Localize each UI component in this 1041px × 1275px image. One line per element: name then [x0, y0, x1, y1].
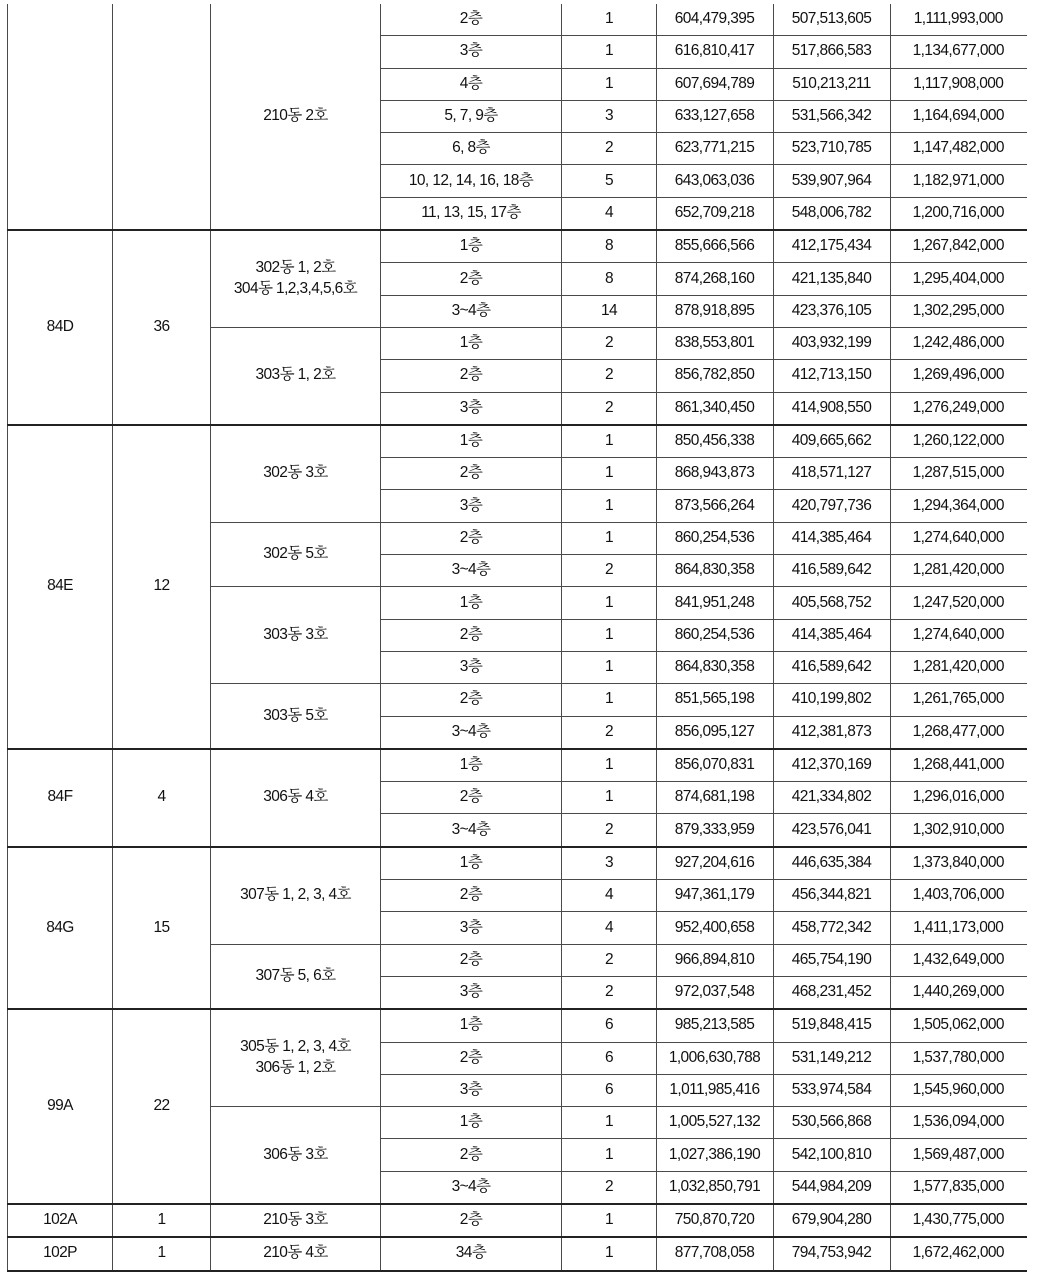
- floor-cell: 3층: [381, 392, 562, 425]
- land-price-cell: 616,810,417: [657, 36, 774, 68]
- floor-cell: 2층: [381, 1204, 562, 1237]
- unit-count-cell: 5: [562, 165, 657, 197]
- supply-price-cell: 1,373,840,000: [891, 847, 1027, 880]
- building-unit-line: 303동 5호: [263, 706, 328, 724]
- unit-count-cell: 1: [562, 458, 657, 490]
- supply-price-cell: 1,295,404,000: [891, 263, 1027, 295]
- floor-cell: 2층: [381, 944, 562, 976]
- land-price-cell: 856,070,831: [657, 749, 774, 782]
- type-cell: 84F: [8, 749, 113, 847]
- type-cell: 84D: [8, 230, 113, 425]
- unit-count-cell: 2: [562, 360, 657, 392]
- land-price-cell: 860,254,536: [657, 619, 774, 651]
- type-cell: 102A: [8, 1204, 113, 1237]
- building-unit-cell: [211, 587, 381, 684]
- building-price-cell: 416,589,642: [774, 651, 891, 683]
- unit-count-cell: 1: [562, 749, 657, 782]
- table-row: [8, 749, 1027, 782]
- floor-cell: 2층: [381, 619, 562, 651]
- supply-price-cell: 1,537,780,000: [891, 1042, 1027, 1074]
- total-count-cell: 36: [113, 230, 211, 425]
- unit-count-cell: 1: [562, 490, 657, 522]
- building-price-cell: 531,566,342: [774, 100, 891, 132]
- supply-price-cell: 1,536,094,000: [891, 1107, 1027, 1139]
- unit-count-cell: 2: [562, 814, 657, 847]
- building-price-cell: 412,175,434: [774, 230, 891, 263]
- building-unit-cell: [211, 425, 381, 522]
- floor-cell: 11, 13, 15, 17층: [381, 197, 562, 230]
- supply-price-cell: 1,276,249,000: [891, 392, 1027, 425]
- building-unit-line: 210동 4호: [263, 1244, 328, 1262]
- building-price-cell: 420,797,736: [774, 490, 891, 522]
- building-price-cell: 794,753,942: [774, 1237, 891, 1270]
- land-price-cell: 927,204,616: [657, 847, 774, 880]
- supply-price-cell: 1,432,649,000: [891, 944, 1027, 976]
- building-unit-line: 302동 3호: [263, 464, 328, 482]
- land-price-cell: 1,006,630,788: [657, 1042, 774, 1074]
- unit-count-cell: 1: [562, 684, 657, 716]
- building-price-cell: 423,376,105: [774, 295, 891, 327]
- building-unit-cell: [211, 230, 381, 327]
- building-price-cell: 544,984,209: [774, 1171, 891, 1204]
- floor-cell: 1층: [381, 230, 562, 263]
- building-unit-cell: [211, 847, 381, 944]
- total-count-cell: 15: [113, 847, 211, 1009]
- land-price-cell: 750,870,720: [657, 1204, 774, 1237]
- supply-price-cell: 1,247,520,000: [891, 587, 1027, 619]
- type-cell: 84E: [8, 425, 113, 749]
- floor-cell: 2층: [381, 360, 562, 392]
- building-unit-cell: [211, 944, 381, 1009]
- supply-price-cell: 1,164,694,000: [891, 100, 1027, 132]
- land-price-cell: 623,771,215: [657, 133, 774, 165]
- unit-count-cell: 2: [562, 555, 657, 587]
- building-unit-cell: [211, 327, 381, 424]
- building-price-cell: 421,135,840: [774, 263, 891, 295]
- land-price-cell: 1,032,850,791: [657, 1171, 774, 1204]
- floor-cell: 3층: [381, 976, 562, 1009]
- building-unit-line: 210동 3호: [263, 1211, 328, 1229]
- unit-count-cell: 3: [562, 847, 657, 880]
- building-price-cell: 530,566,868: [774, 1107, 891, 1139]
- floor-cell: 3층: [381, 651, 562, 683]
- land-price-cell: 966,894,810: [657, 944, 774, 976]
- floor-cell: 3층: [381, 912, 562, 944]
- unit-count-cell: 1: [562, 587, 657, 619]
- land-price-cell: 841,951,248: [657, 587, 774, 619]
- supply-price-cell: 1,274,640,000: [891, 619, 1027, 651]
- supply-price-cell: 1,268,477,000: [891, 716, 1027, 749]
- unit-count-cell: 2: [562, 1171, 657, 1204]
- building-unit-cell: [211, 749, 381, 847]
- unit-count-cell: 6: [562, 1042, 657, 1074]
- total-count-cell: 22: [113, 1009, 211, 1204]
- unit-count-cell: 1: [562, 1204, 657, 1237]
- building-unit-cell: [211, 1237, 381, 1270]
- supply-price-cell: 1,117,908,000: [891, 68, 1027, 100]
- building-price-cell: 414,385,464: [774, 522, 891, 554]
- floor-cell: 3~4층: [381, 1171, 562, 1204]
- unit-count-cell: 14: [562, 295, 657, 327]
- supply-price-cell: 1,269,496,000: [891, 360, 1027, 392]
- type-cell: 84G: [8, 847, 113, 1009]
- supply-price-cell: 1,672,462,000: [891, 1237, 1027, 1270]
- supply-price-cell: 1,274,640,000: [891, 522, 1027, 554]
- supply-price-cell: 1,569,487,000: [891, 1139, 1027, 1171]
- building-unit-line: 305동 1, 2, 3, 4호: [240, 1038, 351, 1056]
- type-cell: [8, 4, 113, 230]
- price-table: [7, 4, 1027, 1272]
- building-unit-line: 304동 1,2,3,4,5,6호: [233, 280, 358, 298]
- unit-count-cell: 1: [562, 522, 657, 554]
- table-row: [8, 1009, 1027, 1042]
- building-price-cell: 423,576,041: [774, 814, 891, 847]
- building-unit-line: 307동 1, 2, 3, 4호: [240, 886, 351, 904]
- type-cell: 102P: [8, 1237, 113, 1270]
- supply-price-cell: 1,111,993,000: [891, 4, 1027, 36]
- building-price-cell: 548,006,782: [774, 197, 891, 230]
- supply-price-cell: 1,281,420,000: [891, 555, 1027, 587]
- unit-count-cell: 2: [562, 944, 657, 976]
- supply-price-cell: 1,267,842,000: [891, 230, 1027, 263]
- floor-cell: 1층: [381, 587, 562, 619]
- land-price-cell: 947,361,179: [657, 880, 774, 912]
- unit-count-cell: 6: [562, 1074, 657, 1106]
- floor-cell: 1층: [381, 847, 562, 880]
- unit-count-cell: 2: [562, 976, 657, 1009]
- supply-price-cell: 1,302,910,000: [891, 814, 1027, 847]
- supply-price-cell: 1,134,677,000: [891, 36, 1027, 68]
- total-count-cell: [113, 4, 211, 230]
- building-price-cell: 409,665,662: [774, 425, 891, 458]
- land-price-cell: 879,333,959: [657, 814, 774, 847]
- supply-price-cell: 1,302,295,000: [891, 295, 1027, 327]
- floor-cell: 4층: [381, 68, 562, 100]
- unit-count-cell: 1: [562, 651, 657, 683]
- building-price-cell: 533,974,584: [774, 1074, 891, 1106]
- unit-count-cell: 2: [562, 133, 657, 165]
- floor-cell: 10, 12, 14, 16, 18층: [381, 165, 562, 197]
- unit-count-cell: 3: [562, 100, 657, 132]
- floor-cell: 3층: [381, 490, 562, 522]
- building-price-cell: 403,932,199: [774, 327, 891, 359]
- floor-cell: 6, 8층: [381, 133, 562, 165]
- building-price-cell: 531,149,212: [774, 1042, 891, 1074]
- building-unit-cell: [211, 1009, 381, 1106]
- supply-price-cell: 1,200,716,000: [891, 197, 1027, 230]
- supply-price-cell: 1,296,016,000: [891, 782, 1027, 814]
- building-price-cell: 517,866,583: [774, 36, 891, 68]
- building-price-cell: 421,334,802: [774, 782, 891, 814]
- land-price-cell: 861,340,450: [657, 392, 774, 425]
- floor-cell: 2층: [381, 684, 562, 716]
- total-count-cell: 12: [113, 425, 211, 749]
- floor-cell: 2층: [381, 522, 562, 554]
- unit-count-cell: 4: [562, 912, 657, 944]
- building-price-cell: 456,344,821: [774, 880, 891, 912]
- building-price-cell: 412,370,169: [774, 749, 891, 782]
- table-row: [8, 425, 1027, 458]
- supply-price-cell: 1,403,706,000: [891, 880, 1027, 912]
- building-unit-line: 306동 4호: [263, 788, 328, 806]
- supply-price-cell: 1,577,835,000: [891, 1171, 1027, 1204]
- building-unit-line: 303동 3호: [263, 625, 328, 643]
- unit-count-cell: 8: [562, 230, 657, 263]
- supply-price-cell: 1,440,269,000: [891, 976, 1027, 1009]
- floor-cell: 2층: [381, 263, 562, 295]
- land-price-cell: 855,666,566: [657, 230, 774, 263]
- building-price-cell: 416,589,642: [774, 555, 891, 587]
- unit-count-cell: 1: [562, 36, 657, 68]
- floor-cell: 2층: [381, 1042, 562, 1074]
- building-price-cell: 446,635,384: [774, 847, 891, 880]
- building-price-cell: 405,568,752: [774, 587, 891, 619]
- supply-price-cell: 1,287,515,000: [891, 458, 1027, 490]
- unit-count-cell: 1: [562, 782, 657, 814]
- land-price-cell: 860,254,536: [657, 522, 774, 554]
- land-price-cell: 952,400,658: [657, 912, 774, 944]
- land-price-cell: 874,268,160: [657, 263, 774, 295]
- building-price-cell: 468,231,452: [774, 976, 891, 1009]
- land-price-cell: 1,027,386,190: [657, 1139, 774, 1171]
- supply-price-cell: 1,261,765,000: [891, 684, 1027, 716]
- building-price-cell: 510,213,211: [774, 68, 891, 100]
- floor-cell: 2층: [381, 4, 562, 36]
- unit-count-cell: 1: [562, 68, 657, 100]
- floor-cell: 3층: [381, 36, 562, 68]
- floor-cell: 3~4층: [381, 716, 562, 749]
- land-price-cell: 856,095,127: [657, 716, 774, 749]
- unit-count-cell: 2: [562, 716, 657, 749]
- land-price-cell: 868,943,873: [657, 458, 774, 490]
- building-unit-line: 306동 1, 2호: [255, 1059, 336, 1077]
- land-price-cell: 877,708,058: [657, 1237, 774, 1270]
- total-count-cell: 1: [113, 1237, 211, 1270]
- building-unit-cell: [211, 522, 381, 587]
- supply-price-cell: 1,545,960,000: [891, 1074, 1027, 1106]
- floor-cell: 1층: [381, 327, 562, 359]
- unit-count-cell: 6: [562, 1009, 657, 1042]
- building-unit-line: 307동 5, 6호: [255, 966, 336, 984]
- table-body: [8, 4, 1027, 1271]
- supply-price-cell: 1,294,364,000: [891, 490, 1027, 522]
- land-price-cell: 972,037,548: [657, 976, 774, 1009]
- table-row: [8, 1204, 1027, 1237]
- building-price-cell: 410,199,802: [774, 684, 891, 716]
- land-price-cell: 874,681,198: [657, 782, 774, 814]
- land-price-cell: 633,127,658: [657, 100, 774, 132]
- supply-price-cell: 1,430,775,000: [891, 1204, 1027, 1237]
- building-unit-line: 303동 1, 2호: [255, 366, 336, 384]
- building-price-cell: 679,904,280: [774, 1204, 891, 1237]
- table-row: [8, 230, 1027, 263]
- land-price-cell: 864,830,358: [657, 555, 774, 587]
- floor-cell: 2층: [381, 782, 562, 814]
- land-price-cell: 1,005,527,132: [657, 1107, 774, 1139]
- unit-count-cell: 2: [562, 392, 657, 425]
- building-price-cell: 539,907,964: [774, 165, 891, 197]
- land-price-cell: 873,566,264: [657, 490, 774, 522]
- unit-count-cell: 8: [562, 263, 657, 295]
- floor-cell: 1층: [381, 425, 562, 458]
- land-price-cell: 607,694,789: [657, 68, 774, 100]
- unit-count-cell: 1: [562, 1139, 657, 1171]
- building-unit-line: 302동 5호: [263, 545, 328, 563]
- unit-count-cell: 2: [562, 327, 657, 359]
- building-price-cell: 414,385,464: [774, 619, 891, 651]
- floor-cell: 3~4층: [381, 814, 562, 847]
- supply-price-cell: 1,268,441,000: [891, 749, 1027, 782]
- building-unit-line: 210동 2호: [263, 107, 328, 125]
- land-price-cell: 643,063,036: [657, 165, 774, 197]
- floor-cell: 2층: [381, 1139, 562, 1171]
- land-price-cell: 1,011,985,416: [657, 1074, 774, 1106]
- supply-price-cell: 1,281,420,000: [891, 651, 1027, 683]
- floor-cell: 2층: [381, 880, 562, 912]
- land-price-cell: 850,456,338: [657, 425, 774, 458]
- building-unit-cell: [211, 1204, 381, 1237]
- building-price-cell: 414,908,550: [774, 392, 891, 425]
- land-price-cell: 604,479,395: [657, 4, 774, 36]
- unit-count-cell: 4: [562, 880, 657, 912]
- floor-cell: 1층: [381, 749, 562, 782]
- unit-count-cell: 1: [562, 425, 657, 458]
- building-price-cell: 523,710,785: [774, 133, 891, 165]
- building-price-cell: 465,754,190: [774, 944, 891, 976]
- floor-cell: 5, 7, 9층: [381, 100, 562, 132]
- building-price-cell: 458,772,342: [774, 912, 891, 944]
- supply-price-cell: 1,147,482,000: [891, 133, 1027, 165]
- building-price-cell: 412,713,150: [774, 360, 891, 392]
- land-price-cell: 856,782,850: [657, 360, 774, 392]
- supply-price-cell: 1,182,971,000: [891, 165, 1027, 197]
- building-unit-cell: [211, 1107, 381, 1204]
- floor-cell: 34층: [381, 1237, 562, 1270]
- unit-count-cell: 1: [562, 1107, 657, 1139]
- unit-count-cell: 4: [562, 197, 657, 230]
- type-cell: 99A: [8, 1009, 113, 1204]
- unit-count-cell: 1: [562, 619, 657, 651]
- building-price-cell: 519,848,415: [774, 1009, 891, 1042]
- floor-cell: 2층: [381, 458, 562, 490]
- table-row: [8, 4, 1027, 36]
- building-unit-cell: [211, 4, 381, 230]
- table-row: [8, 847, 1027, 880]
- table-row: [8, 1237, 1027, 1270]
- land-price-cell: 985,213,585: [657, 1009, 774, 1042]
- supply-price-cell: 1,505,062,000: [891, 1009, 1027, 1042]
- building-price-cell: 507,513,605: [774, 4, 891, 36]
- land-price-cell: 652,709,218: [657, 197, 774, 230]
- floor-cell: 1층: [381, 1009, 562, 1042]
- land-price-cell: 851,565,198: [657, 684, 774, 716]
- total-count-cell: 4: [113, 749, 211, 847]
- building-price-cell: 542,100,810: [774, 1139, 891, 1171]
- supply-price-cell: 1,242,486,000: [891, 327, 1027, 359]
- floor-cell: 3~4층: [381, 555, 562, 587]
- land-price-cell: 864,830,358: [657, 651, 774, 683]
- floor-cell: 3~4층: [381, 295, 562, 327]
- unit-count-cell: 1: [562, 4, 657, 36]
- building-price-cell: 412,381,873: [774, 716, 891, 749]
- total-count-cell: 1: [113, 1204, 211, 1237]
- floor-cell: 3층: [381, 1074, 562, 1106]
- supply-price-cell: 1,260,122,000: [891, 425, 1027, 458]
- land-price-cell: 838,553,801: [657, 327, 774, 359]
- floor-cell: 1층: [381, 1107, 562, 1139]
- land-price-cell: 878,918,895: [657, 295, 774, 327]
- building-unit-line: 306동 3호: [263, 1145, 328, 1163]
- building-unit-line: 302동 1, 2호: [255, 259, 336, 277]
- building-unit-cell: [211, 684, 381, 749]
- building-price-cell: 418,571,127: [774, 458, 891, 490]
- supply-price-cell: 1,411,173,000: [891, 912, 1027, 944]
- unit-count-cell: 1: [562, 1237, 657, 1270]
